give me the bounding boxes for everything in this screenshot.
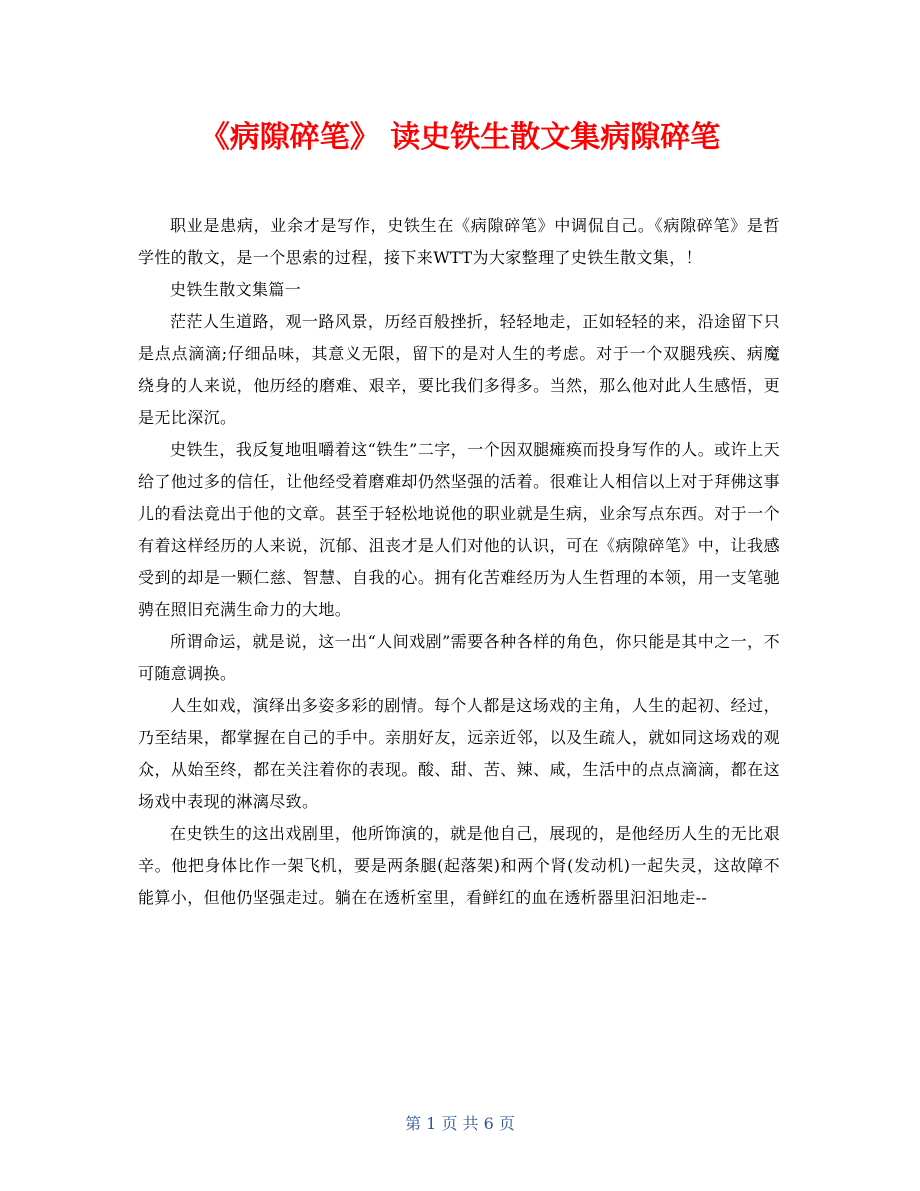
body-paragraph: 在史铁生的这出戏剧里，他所饰演的，就是他自己，展现的，是他经历人生的无比艰辛。他把身体比作一架飞机，要是两条腿(起落架)和两个肾(发动机)一起失灵，这故障不能算小，但他仍坚强走过。躺在在透析室里，看鲜红的血在透析器里汩汩地走-- — [138, 824, 780, 907]
document-body — [138, 210, 780, 914]
body-paragraph: 史铁生，我反复地咀嚼着这“铁生”二字，一个因双腿瘫痪而投身写作的人。或许上天给了他过多的信任，让他经受着磨难却仍然坚强的活着。很难让人相信以上对于拜佛这事儿的看法竟出于他的文章。甚至于轻松地说他的职业就是生病，业余写点东西。对于一个有着这样经历的人来说，沉郁、沮丧才是人们对他的认识，可在《病隙碎笔》中，让我感受到的却是一颗仁慈、智慧、自我的心。拥有化苦难经历为人生哲理的本领，用一支笔驰骋在照旧充满生命力的大地。 — [138, 440, 780, 619]
body-paragraph: 人生如戏，演绎出多姿多彩的剧情。每个人都是这场戏的主角，人生的起初、经过，乃至结果，都掌握在自己的手中。亲朋好友，远亲近邻，以及生疏人，就如同这场戏的观众，从始至终，都在关注着你的表现。酸、甜、苦、辣、咸，生活中的点点滴滴，都在这场戏中表现的淋漓尽致。 — [138, 696, 780, 811]
page-title: 《病隙碎笔》 读史铁生散文集病隙碎笔 — [199, 120, 721, 155]
body-paragraph: 茫茫人生道路，观一路风景，历经百般挫折，轻轻地走，正如轻轻的来，沿途留下只是点点滴滴;仔细品味，其意义无限，留下的是对人生的考虑。对于一个双腿残疾、病魔绕身的人来说，他历经的磨难、艰辛，要比我们多得多。当然，那么他对此人生感悟，更是无比深沉。 — [138, 312, 780, 427]
page-number-footer: 第 1 页 共 6 页 — [405, 1114, 515, 1133]
intro-paragraph: 职业是患病，业余才是写作，史铁生在《病隙碎笔》中调侃自己。《病隙碎笔》是哲学性的散文，是一个思索的过程，接下来WTT为大家整理了史铁生散文集，！ — [138, 216, 780, 267]
body-paragraph: 所谓命运，就是说，这一出“人间戏剧”需要各种各样的角色，你只能是其中之一，不可随意调换。 — [138, 632, 780, 683]
section-heading: 史铁生散文集篇一 — [170, 280, 302, 299]
